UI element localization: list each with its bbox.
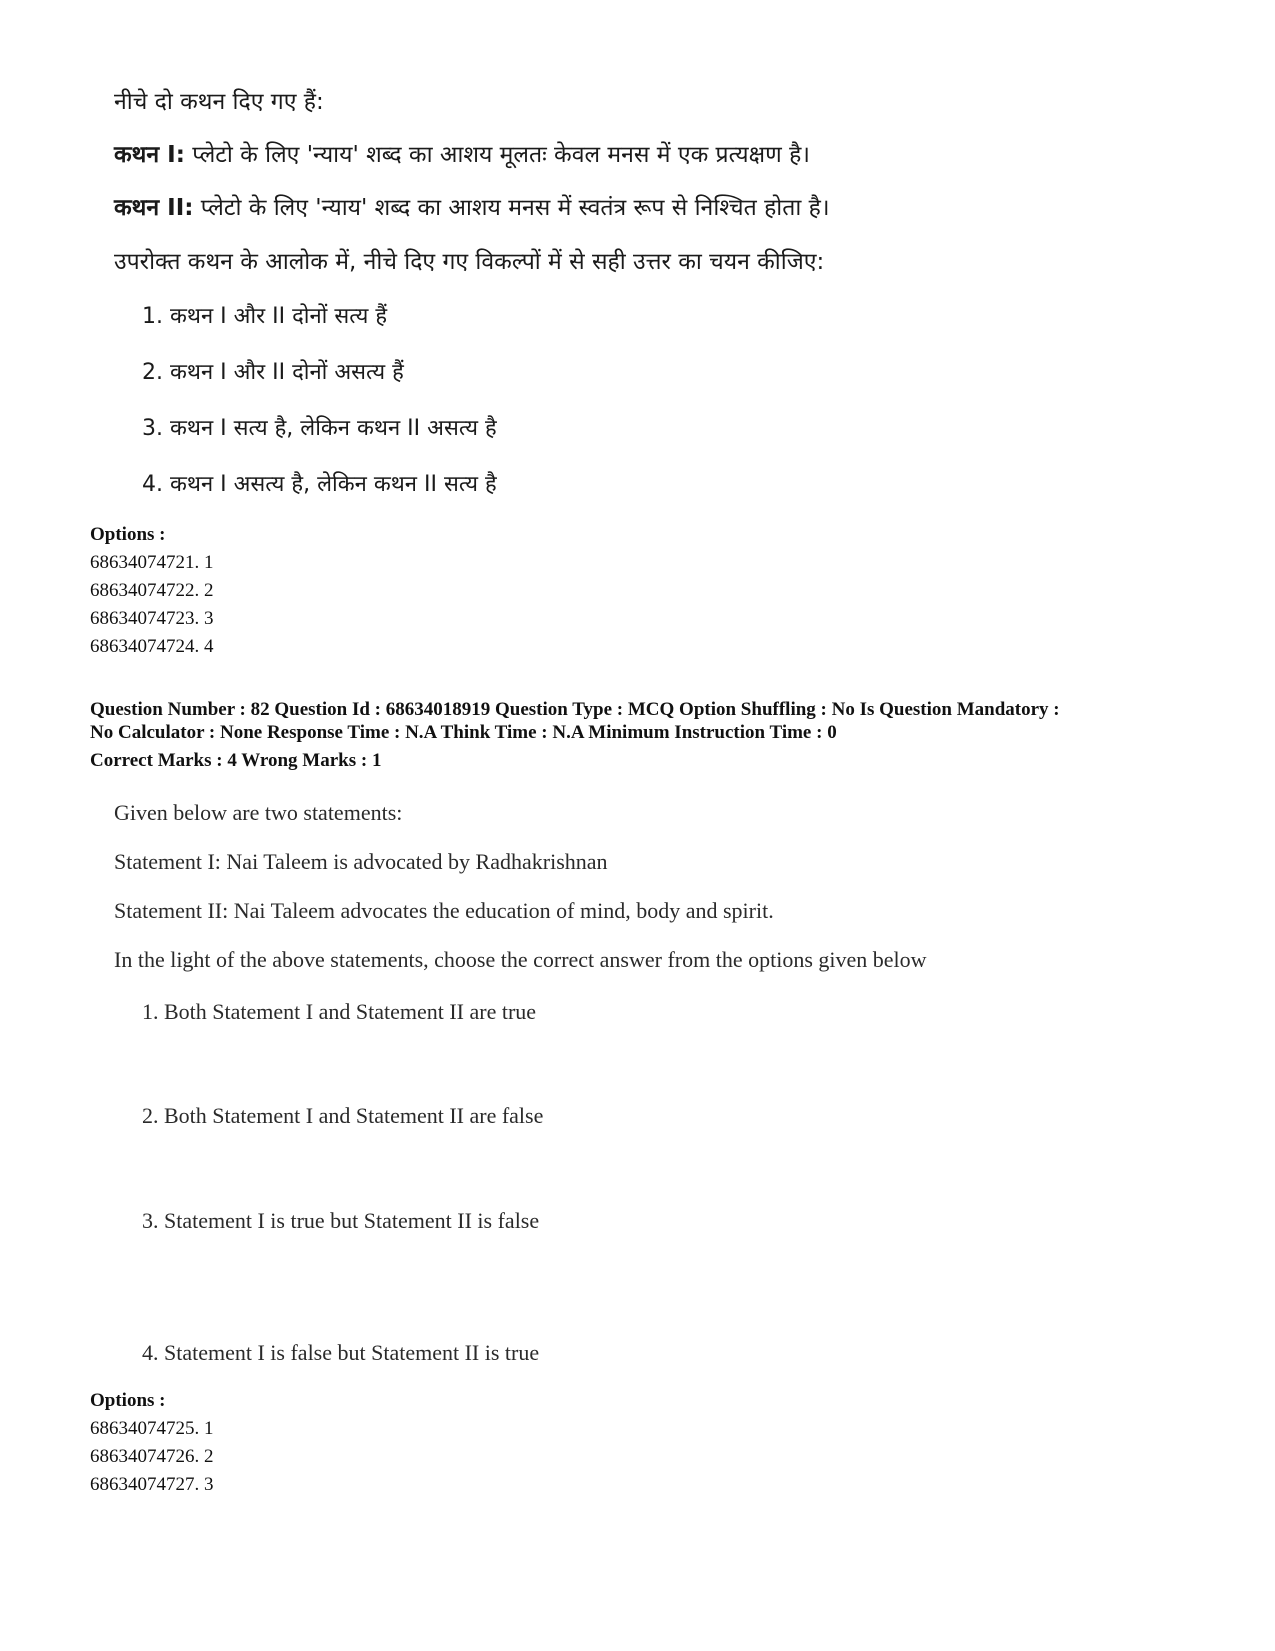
q82-intro: Given below are two statements:	[114, 800, 403, 825]
q82-statement-2: Statement II: Nai Taleem advocates the education of mind, body and spirit.	[114, 898, 774, 923]
q81-option-1: 68634074721. 1	[90, 552, 214, 573]
q82-meta-line-2: No Calculator : None Response Time : N.A Think Time : N.A Minimum Instruction Time : 0	[90, 722, 837, 743]
q82-choice-1: 1. Both Statement I and Statement II are true	[142, 999, 537, 1024]
q82-instruction: In the light of the above statements, choose the correct answer from the options given below	[114, 947, 927, 972]
q82-option-3: 68634074727. 3	[90, 1474, 214, 1495]
q81-statement-1-text: प्लेटो के लिए 'न्याय' शब्द का आशय मूलतः केवल मनस में एक प्रत्यक्षण है।	[184, 142, 811, 168]
q81-option-4: 68634074724. 4	[90, 636, 214, 657]
q81-choice-1: 1. कथन I और II दोनों सत्य हैं	[142, 304, 388, 329]
q82-marks: Correct Marks : 4 Wrong Marks : 1	[90, 750, 382, 771]
q81-statement-2-text: प्लेटो के लिए 'न्याय' शब्द का आशय मनस में स्वतंत्र रूप से निश्चित होता है।	[193, 195, 830, 221]
q81-option-2: 68634074722. 2	[90, 580, 214, 601]
q82-choice-2: 2. Both Statement I and Statement II are false	[142, 1103, 544, 1128]
q81-choice-4: 4. कथन I असत्य है, लेकिन कथन II सत्य है	[142, 472, 497, 497]
q82-meta-line-1: Question Number : 82 Question Id : 68634018919 Question Type : MCQ Option Shuffling : No Is Question Mandatory :	[90, 699, 1060, 720]
q81-options-label: Options :	[90, 524, 166, 545]
q81-instruction: उपरोक्त कथन के आलोक में, नीचे दिए गए विकल्पों में से सही उत्तर का चयन कीजिए:	[114, 249, 825, 275]
q82-choice-3: 3. Statement I is true but Statement II is false	[142, 1208, 540, 1233]
q82-option-2: 68634074726. 2	[90, 1446, 214, 1467]
q81-intro: नीचे दो कथन दिए गए हैं:	[114, 89, 324, 115]
q81-choice-3: 3. कथन I सत्य है, लेकिन कथन II असत्य है	[142, 416, 497, 441]
q82-choice-4: 4. Statement I is false but Statement II is true	[142, 1340, 540, 1365]
q81-statement-2	[114, 190, 830, 222]
q82-option-1: 68634074725. 1	[90, 1418, 214, 1439]
q81-choice-2: 2. कथन I और II दोनों असत्य हैं	[142, 360, 404, 385]
q81-statement-2-label: कथन II:	[114, 195, 194, 221]
q82-statement-1: Statement I: Nai Taleem is advocated by Radhakrishnan	[114, 849, 608, 874]
q81-statement-1-label: कथन I:	[114, 142, 185, 168]
q81-statement-1	[114, 137, 810, 169]
q81-option-3: 68634074723. 3	[90, 608, 214, 629]
q82-options-label: Options :	[90, 1390, 166, 1411]
